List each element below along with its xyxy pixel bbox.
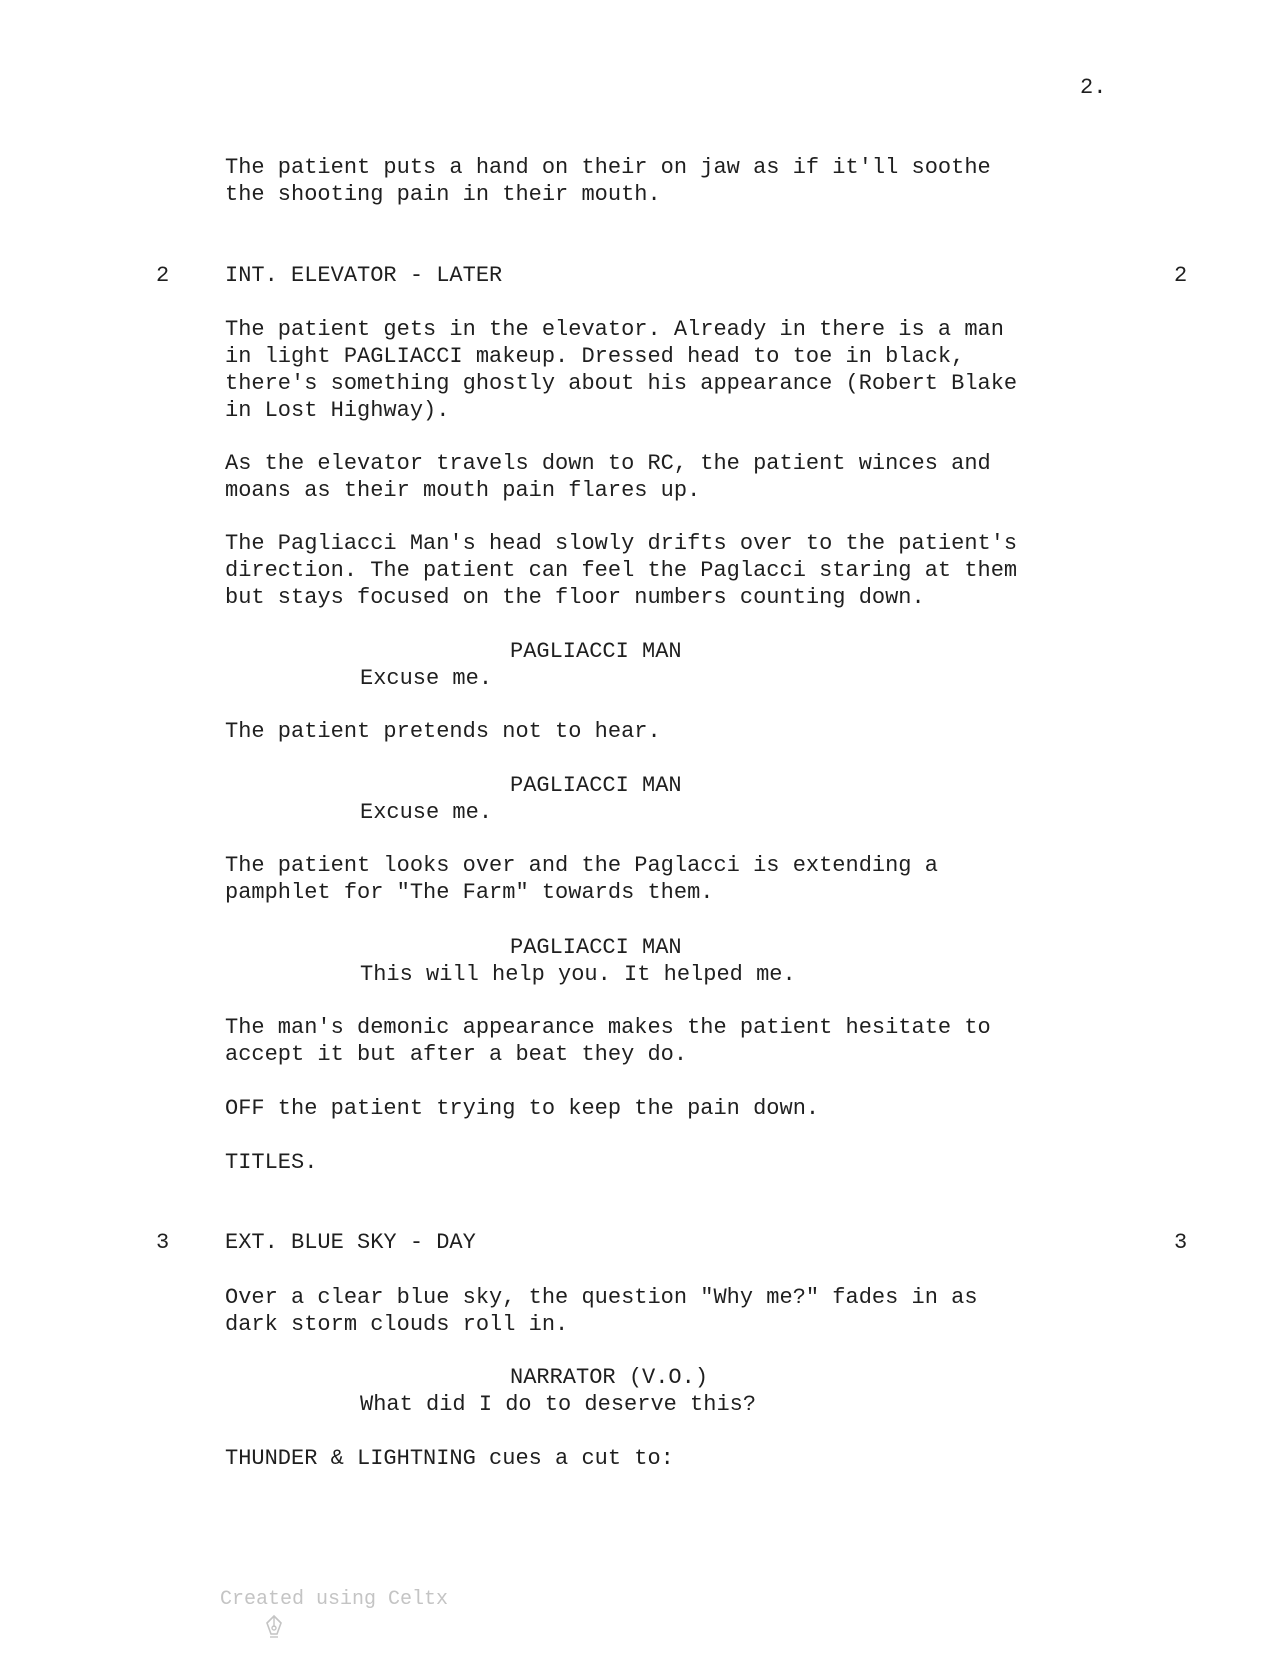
action-line: in light PAGLIACCI makeup. Dressed head to toe in black, [225,344,965,369]
dialogue-line: This will help you. It helped me. [360,962,796,987]
dialogue-line: What did I do to deserve this? [360,1392,757,1417]
dialogue-line: Excuse me. [360,666,493,691]
action-line: TITLES. [225,1150,318,1175]
action-line: in Lost Highway). [225,398,450,423]
action-line: THUNDER & LIGHTNING cues a cut to: [225,1446,674,1471]
page-number: 2. [1080,75,1107,100]
scene-number-right: 3 [1174,1230,1188,1255]
scene-heading: EXT. BLUE SKY - DAY [225,1230,476,1255]
celtx-watermark [192,1587,448,1613]
action-line: The Pagliacci Man's head slowly drifts over to the patient's [225,531,1018,556]
scene-heading: INT. ELEVATOR - LATER [225,263,503,288]
action-line: The patient looks over and the Paglacci is extending a [225,853,938,878]
action-line: moans as their mouth pain flares up. [225,478,701,503]
character-name: PAGLIACCI MAN [510,639,682,664]
character-name: NARRATOR (V.O.) [510,1365,709,1390]
action-line: accept it but after a beat they do. [225,1042,688,1067]
character-name: PAGLIACCI MAN [510,935,682,960]
scene-number-left: 2 [156,263,170,288]
character-name: PAGLIACCI MAN [510,773,682,798]
action-line: OFF the patient trying to keep the pain down. [225,1096,820,1121]
action-line: but stays focused on the floor numbers counting down. [225,585,925,610]
dialogue-line: Excuse me. [360,800,493,825]
action-line: The patient pretends not to hear. [225,719,661,744]
celtx-pen-icon [192,1588,212,1612]
action-line: The patient puts a hand on their on jaw as if it'll soothe [225,155,991,180]
scene-number-right: 2 [1174,263,1188,288]
action-line: Over a clear blue sky, the question "Why me?" fades in as [225,1285,978,1310]
scene-number-left: 3 [156,1230,170,1255]
action-line: the shooting pain in their mouth. [225,182,661,207]
action-line: dark storm clouds roll in. [225,1312,569,1337]
action-line: pamphlet for "The Farm" towards them. [225,880,714,905]
action-line: The patient gets in the elevator. Already in there is a man [225,317,1004,342]
action-line: As the elevator travels down to RC, the patient winces and [225,451,991,476]
watermark-text: Created using Celtx [220,1588,449,1611]
action-line: there's something ghostly about his appearance (Robert Blake [225,371,1018,396]
action-line: direction. The patient can feel the Paglacci staring at them [225,558,1018,583]
action-line: The man's demonic appearance makes the patient hesitate to [225,1015,991,1040]
